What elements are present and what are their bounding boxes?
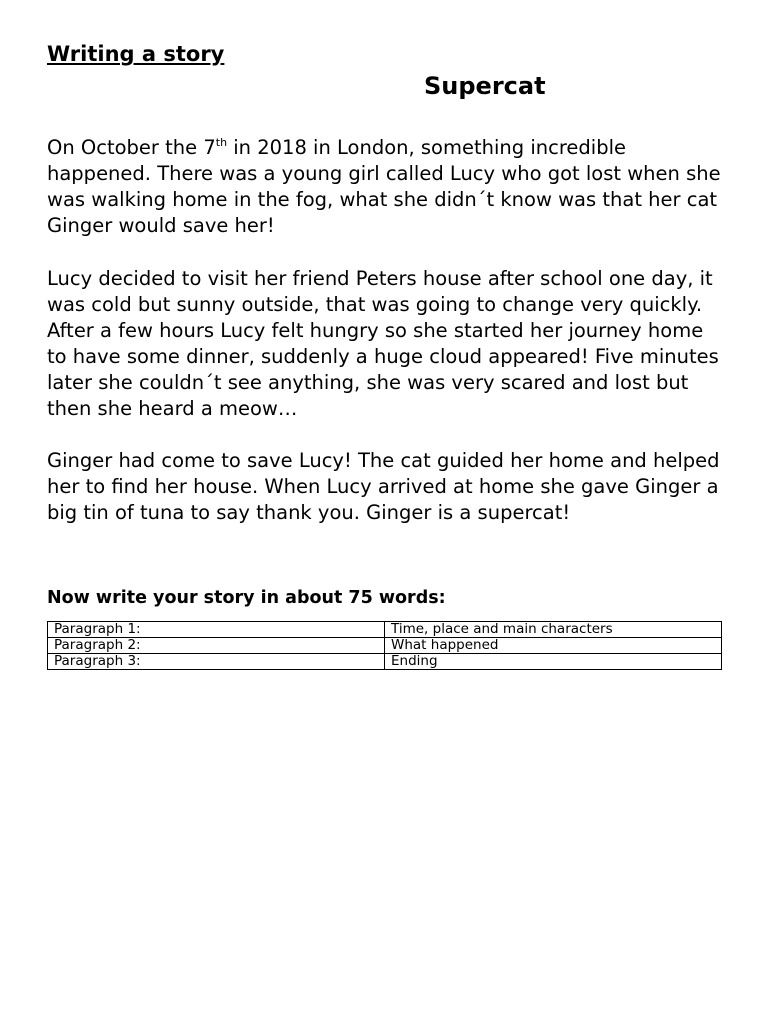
paragraph-content-cell: Time, place and main characters — [385, 622, 722, 638]
paragraph-plan-table — [47, 621, 722, 670]
table-row — [48, 622, 722, 638]
table-row — [48, 654, 722, 670]
story-paragraph-3: Ginger had come to save Lucy! The cat guided her home and helped her to find her house. When Lucy arrived at home she gave Ginger a big tin of tuna to say thank you. Ginger is a supercat! — [47, 449, 720, 524]
paragraph-label-cell: Paragraph 2: — [48, 638, 385, 654]
paragraph-content-cell: Ending — [385, 654, 722, 670]
paragraph-content-cell: What happened — [385, 638, 722, 654]
story-paragraph-2: Lucy decided to visit her friend Peters house after school one day, it was cold but sunny outside, that was going to change very quickly. After a few hours Lucy felt hungry so she started her journey home to have some dinner, suddenly a huge cloud appeared! Five minutes later she couldn´t see anything, she was very scared and lost but then she heard a meow… — [47, 267, 719, 420]
worksheet-heading: Writing a story — [47, 42, 225, 66]
paragraph-1-text-start: On October the 7 — [47, 136, 216, 159]
writing-instruction: Now write your story in about 75 words: — [47, 588, 446, 608]
story-paragraph-1 — [47, 135, 723, 239]
paragraph-1-text-end: in 2018 in London, something incredible happened. There was a young girl called Lucy who got lost when she was walking home in the fog, what she didn´t know was that her cat Ginger would save her! — [47, 136, 721, 237]
paragraph-label-cell: Paragraph 3: — [48, 654, 385, 670]
paragraph-label-cell: Paragraph 1: — [48, 622, 385, 638]
story-title: Supercat — [424, 72, 546, 100]
table-row — [48, 638, 722, 654]
ordinal-suffix: th — [215, 136, 228, 149]
